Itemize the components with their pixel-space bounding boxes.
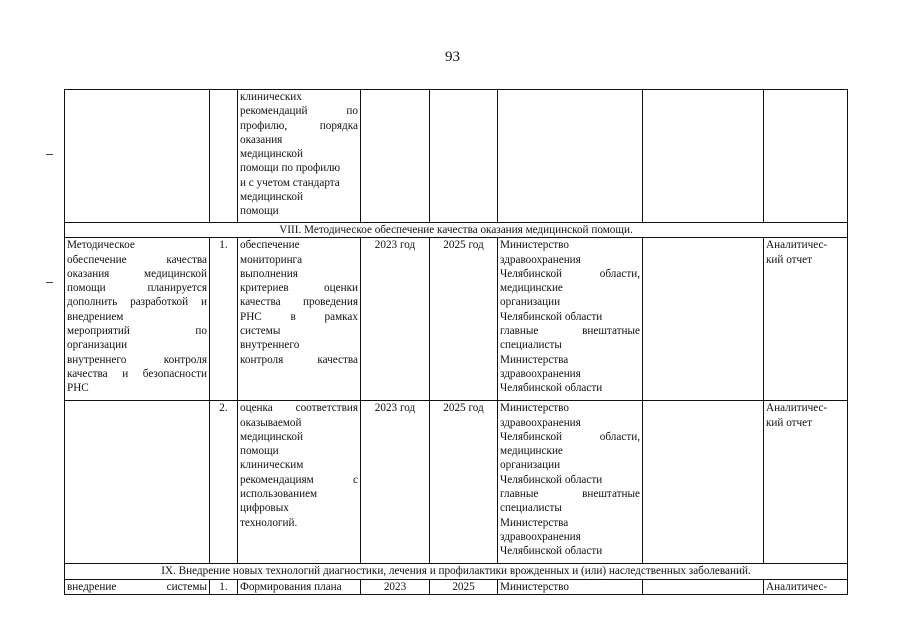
end-date-cell: 2025 год	[430, 401, 498, 564]
cell-line: оказываемой	[240, 416, 302, 429]
indicator-cell	[643, 401, 764, 564]
measure-cell	[238, 90, 361, 223]
cell-line: системы	[240, 325, 281, 338]
cell-line: помощи по профилю	[240, 162, 341, 175]
number-cell: 1.	[210, 238, 238, 401]
cell-line: оказания медицинской	[67, 267, 207, 280]
end-cell	[430, 90, 498, 223]
section-heading: IX. Внедрение новых технологий диагностики, лечения и профилактики врожденных и (или) наследственных заболеваний.	[65, 564, 848, 579]
cell-line: обеспечение качества	[67, 253, 207, 266]
indicator-cell	[643, 238, 764, 401]
margin-tick	[46, 282, 53, 283]
cell-line: и с учетом стандарта	[240, 176, 340, 189]
cell-line: обеспечение	[240, 239, 300, 252]
cell-line: критериев оценки	[240, 282, 358, 295]
cell-line: рекомендациям с	[240, 473, 358, 486]
cell-line: профилю, порядка	[240, 119, 358, 132]
cell-line: внедрением	[67, 310, 124, 323]
cell-line: медицинской	[240, 191, 303, 204]
cell-line: Челябинской области	[500, 382, 603, 395]
cell-line: рекомендаций по	[240, 105, 358, 118]
cell-line: выполнения	[240, 267, 298, 280]
cell-line: качества и безопасности	[67, 367, 207, 380]
measure-cell: Формирования плана	[238, 579, 361, 594]
table-row-continued	[65, 90, 848, 223]
cell-line: клинических	[240, 91, 302, 103]
cell-line: помощи планируется	[67, 282, 207, 295]
cell-line: клиническим	[240, 459, 304, 472]
cell-line: специалисты	[500, 339, 562, 352]
cell-line: Челябинской области	[500, 310, 603, 323]
number-cell: 1.	[210, 579, 238, 594]
cell-line: помощи	[240, 205, 279, 218]
indicator-cell	[643, 579, 764, 594]
cell-line: использованием	[240, 488, 318, 501]
page-number: 93	[445, 49, 460, 65]
cell-line: здравоохранения	[500, 416, 581, 429]
cell-line: Методическое	[67, 239, 135, 252]
executor-cell	[498, 238, 643, 401]
cell-line: цифровых	[240, 502, 289, 515]
executor-cell	[498, 90, 643, 223]
cell-line: Министерства	[500, 516, 569, 529]
end-date-cell: 2025	[430, 579, 498, 594]
cell-line: организации	[500, 296, 561, 309]
task-cell	[65, 238, 210, 401]
cell-line: Челябинской области	[500, 473, 603, 486]
task-cell	[65, 401, 210, 564]
cell-line: Челябинской области,	[500, 430, 640, 443]
table-row	[65, 579, 848, 594]
end-date-cell: 2025 год	[430, 238, 498, 401]
cell-line: РНС в рамках	[240, 310, 358, 323]
cell-line: внутреннего контроля	[67, 353, 207, 366]
task-text: внедрение системы	[67, 580, 207, 593]
cell-line: Министерство	[500, 402, 569, 415]
cell-line: внутреннего	[240, 339, 300, 352]
cell-line: специалисты	[500, 502, 562, 515]
cell-line: помощи	[240, 445, 279, 458]
cell-line: медицинские	[500, 445, 563, 458]
cell-line: Министерства	[500, 353, 569, 366]
cell-line: РНС	[67, 382, 89, 395]
cell-line: главные внештатные	[500, 325, 640, 338]
indicator-cell	[643, 90, 764, 223]
cell-line: дополнить разработкой и	[67, 296, 207, 309]
measure-cell	[238, 401, 361, 564]
executor-cell: Министерство	[498, 579, 643, 594]
cell-line: Аналитичес-	[766, 239, 828, 252]
cell-line: мероприятий по	[67, 325, 207, 338]
cell-line: главные внештатные	[500, 488, 640, 501]
cell-line: здравоохранения	[500, 253, 581, 266]
plan-table	[64, 89, 848, 595]
number-cell	[210, 90, 238, 223]
section-heading-row	[65, 564, 848, 579]
table-row	[65, 238, 848, 401]
section-heading-row	[65, 223, 848, 238]
task-cell	[65, 579, 210, 594]
measure-cell	[238, 238, 361, 401]
cell-line: мониторинга	[240, 253, 303, 266]
result-cell	[764, 401, 848, 564]
cell-line: кий отчет	[766, 416, 813, 429]
cell-line: контроля качества	[240, 353, 358, 366]
task-cell	[65, 90, 210, 223]
margin-tick	[46, 154, 53, 155]
start-cell	[361, 90, 430, 223]
start-date-cell: 2023	[361, 579, 430, 594]
cell-line: Аналитичес-	[766, 402, 828, 415]
start-date-cell: 2023 год	[361, 238, 430, 401]
cell-line: медицинской	[240, 430, 303, 443]
cell-line: кий отчет	[766, 253, 813, 266]
cell-line: оказания	[240, 133, 283, 146]
cell-line: Челябинской области	[500, 545, 603, 558]
result-cell	[764, 90, 848, 223]
cell-line: здравоохранения	[500, 367, 581, 380]
executor-cell	[498, 401, 643, 564]
result-cell	[764, 238, 848, 401]
cell-line: качества проведения	[240, 296, 358, 309]
cell-line: здравоохранения	[500, 530, 581, 543]
cell-line: оценка соответствия	[240, 402, 358, 415]
result-cell: Аналитичес-	[764, 579, 848, 594]
cell-line: организации	[67, 339, 128, 352]
cell-line: медицинские	[500, 282, 563, 295]
start-date-cell: 2023 год	[361, 401, 430, 564]
cell-line: организации	[500, 459, 561, 472]
cell-line: технологий.	[240, 516, 298, 529]
cell-line: медицинской	[240, 148, 303, 161]
number-cell: 2.	[210, 401, 238, 564]
cell-line: Министерство	[500, 239, 569, 252]
table-row	[65, 401, 848, 564]
section-heading: VIII. Методическое обеспечение качества оказания медицинской помощи.	[65, 223, 848, 238]
cell-line: Челябинской области,	[500, 267, 640, 280]
